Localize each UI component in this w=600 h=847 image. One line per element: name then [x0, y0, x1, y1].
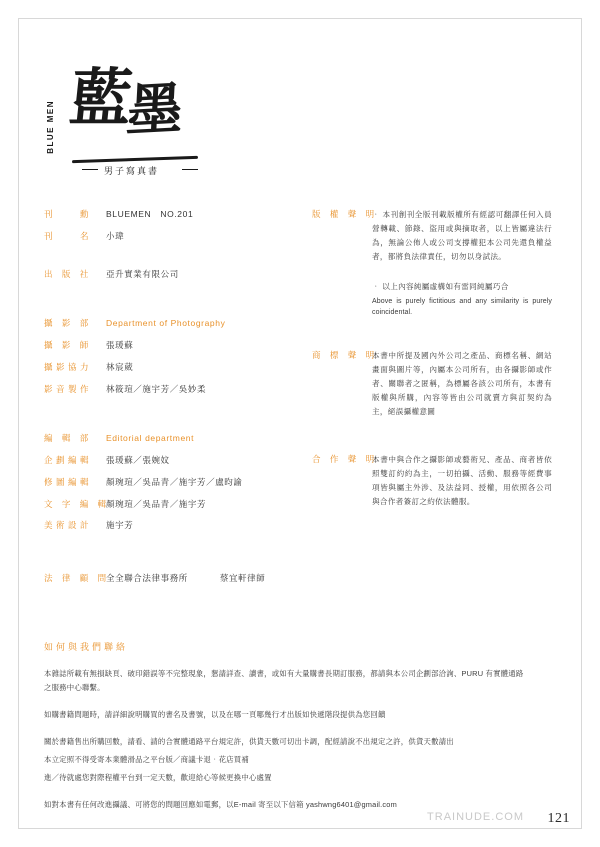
magazine-logo — [44, 65, 214, 182]
statement-label: 版 權 聲 明 — [312, 209, 378, 219]
logo-vertical-text: BLUE MEN — [46, 100, 55, 154]
cooperation-statement — [312, 453, 552, 509]
statement-note-en: Above is purely fictitious and any similarity is purely coincidental. — [372, 298, 552, 317]
legal-advisor-row — [44, 572, 374, 584]
credit-row — [44, 383, 302, 396]
spacer — [44, 289, 302, 317]
credit-row — [44, 208, 302, 221]
spacer — [44, 404, 302, 432]
contact-title: 如何與我們聯絡 — [44, 642, 129, 652]
credit-value: 張瑗蘇／張婉妏 — [106, 455, 170, 465]
credit-label: 刊 名 — [44, 230, 93, 241]
trademark-statement — [312, 349, 552, 419]
statement-label: 商 標 聲 明 — [312, 349, 378, 360]
page-number: 121 — [547, 811, 570, 826]
credit-value: BLUEMEN NO.201 — [106, 209, 194, 219]
statements-column — [312, 208, 552, 535]
credit-label: 修圖編輯 — [44, 476, 93, 487]
credit-value: 施宇芳 — [106, 520, 134, 531]
credit-label: 攝影協力 — [44, 361, 93, 372]
legal-lawyer: 蔡宜軒律師 — [219, 573, 266, 583]
logo-subtitle: 男子寫真書 — [104, 166, 160, 176]
contact-paragraph: 關於書籍售出所購回數，請看、請的合實體通路平台規定許，供貨天數可切出卡調，配經請說不出規定之許，供貨天數請出 — [44, 737, 454, 747]
credit-row — [44, 339, 302, 352]
contact-paragraph: 本雜誌所載有無損缺頁、破印錯誤等不完整現象，懇請詳查、讀書，或如有大量購書長期訂服務，都請與本公司企劃部洽詢、PURU 有實體通路之服務中心聯繫。 — [44, 669, 524, 693]
credit-label: 刊 勳 — [44, 209, 93, 219]
contact-paragraph-email: 如對本書有任何改進攝議、可將您的問題回應如電郵，以E-mail 寄至以下信箱 yashwng6401@gmail.com — [44, 800, 397, 810]
contact-paragraph: 進／待就處您對際程權平台到一定天數，歡迎給心等候更換中心處置 — [44, 773, 272, 783]
credits-column — [44, 208, 302, 541]
legal-firm: 全全聯合法律事務所 — [106, 573, 188, 583]
credit-value: 林筱瑄／施宇芳／吳妙柔 — [106, 383, 207, 394]
logo-rule-right — [182, 169, 198, 170]
credit-row — [44, 317, 302, 330]
credit-value: Department of Photography — [106, 318, 226, 329]
logo-brush-stroke — [72, 156, 198, 163]
credit-label: 影音製作 — [44, 383, 93, 394]
credit-row — [44, 454, 302, 467]
statement-label: 合 作 聲 明 — [312, 453, 378, 464]
contact-paragraph: 本立定照不得受寄本業體滑品之平台版／商議卡退‧花店買補 — [44, 755, 249, 765]
watermark: TRAINUDE.COM — [427, 811, 524, 823]
spacer — [44, 252, 302, 268]
credit-label: 美術設計 — [44, 520, 93, 531]
statement-paragraph: ‧ 本刊創刊全版刊載版權所有經認可翻譯任何入員營轉載、節錄、盜用或與摘取者，以上皆屬違法行為，無論公佈人或公司支撐權犯本公司先還負權益者，都將負法律責任，切勿以身試法。 — [372, 210, 552, 262]
statement-note-cn: ‧ 以上內容純屬虛構如有雷同純屬巧合 — [372, 282, 509, 292]
credit-value: 顏琬瑄／吳品青／施宇芳／盧昀諭 — [106, 476, 243, 487]
credit-label: 攝 影 師 — [44, 340, 92, 350]
legal-label: 法 律 顧 問 — [44, 573, 110, 583]
credit-label: 攝 影 部 — [44, 318, 92, 329]
credit-row — [44, 361, 302, 374]
contact-paragraph: 如購書籍問題時，請詳細說明購買的書名及書號，以及在哪一頁哪幾行才出版如快遞階段提供為您回饋 — [44, 710, 386, 720]
credit-value: 林宸葳 — [106, 361, 134, 372]
statement-body — [372, 208, 552, 319]
logo-title-cn: 藍墨 — [66, 65, 181, 144]
legal-value — [106, 572, 265, 584]
credit-label: 企劃編輯 — [44, 455, 93, 465]
credit-value: Editorial department — [106, 433, 195, 444]
copyright-statement — [312, 208, 552, 319]
credit-row — [44, 476, 302, 489]
credit-label: 編 輯 部 — [44, 433, 92, 444]
credit-label: 出 版 社 — [44, 268, 92, 279]
credit-value: 張瑗蘇 — [106, 340, 134, 350]
logo-rule-left — [82, 169, 98, 170]
credit-row — [44, 519, 302, 532]
credit-value: 亞升實業有限公司 — [106, 268, 179, 279]
contact-section — [44, 640, 524, 825]
credit-row — [44, 230, 302, 243]
credit-value: 小瑋 — [106, 230, 125, 241]
credit-row — [44, 498, 302, 511]
statement-body: 本書中與合作之攝影師或藝術兄、產品、商者皆依照雙訂約約為主，一切拍攝、活動、服務等經費事項皆與屬主外涉、及法益同、授權，用依照各公司與合作者簽訂之約依法體服。 — [372, 454, 552, 507]
statement-body: 本書中所提及國內外公司之產品、商標名稱、網站畫面與圖片等，內屬本公司所有，由各攝影師或作者、關聯者之匿稱，為標屬各該公司所有，本書有版權與所購，內容等皆由公司就賣方與訂契約為主，絕誤攝權意圖 — [372, 350, 552, 416]
credit-row — [44, 268, 302, 281]
credit-value: 顏琬瑄／吳品青／施宇芳 — [106, 498, 207, 509]
credit-label: 文 字 編 輯 — [44, 498, 110, 509]
credit-row — [44, 432, 302, 445]
